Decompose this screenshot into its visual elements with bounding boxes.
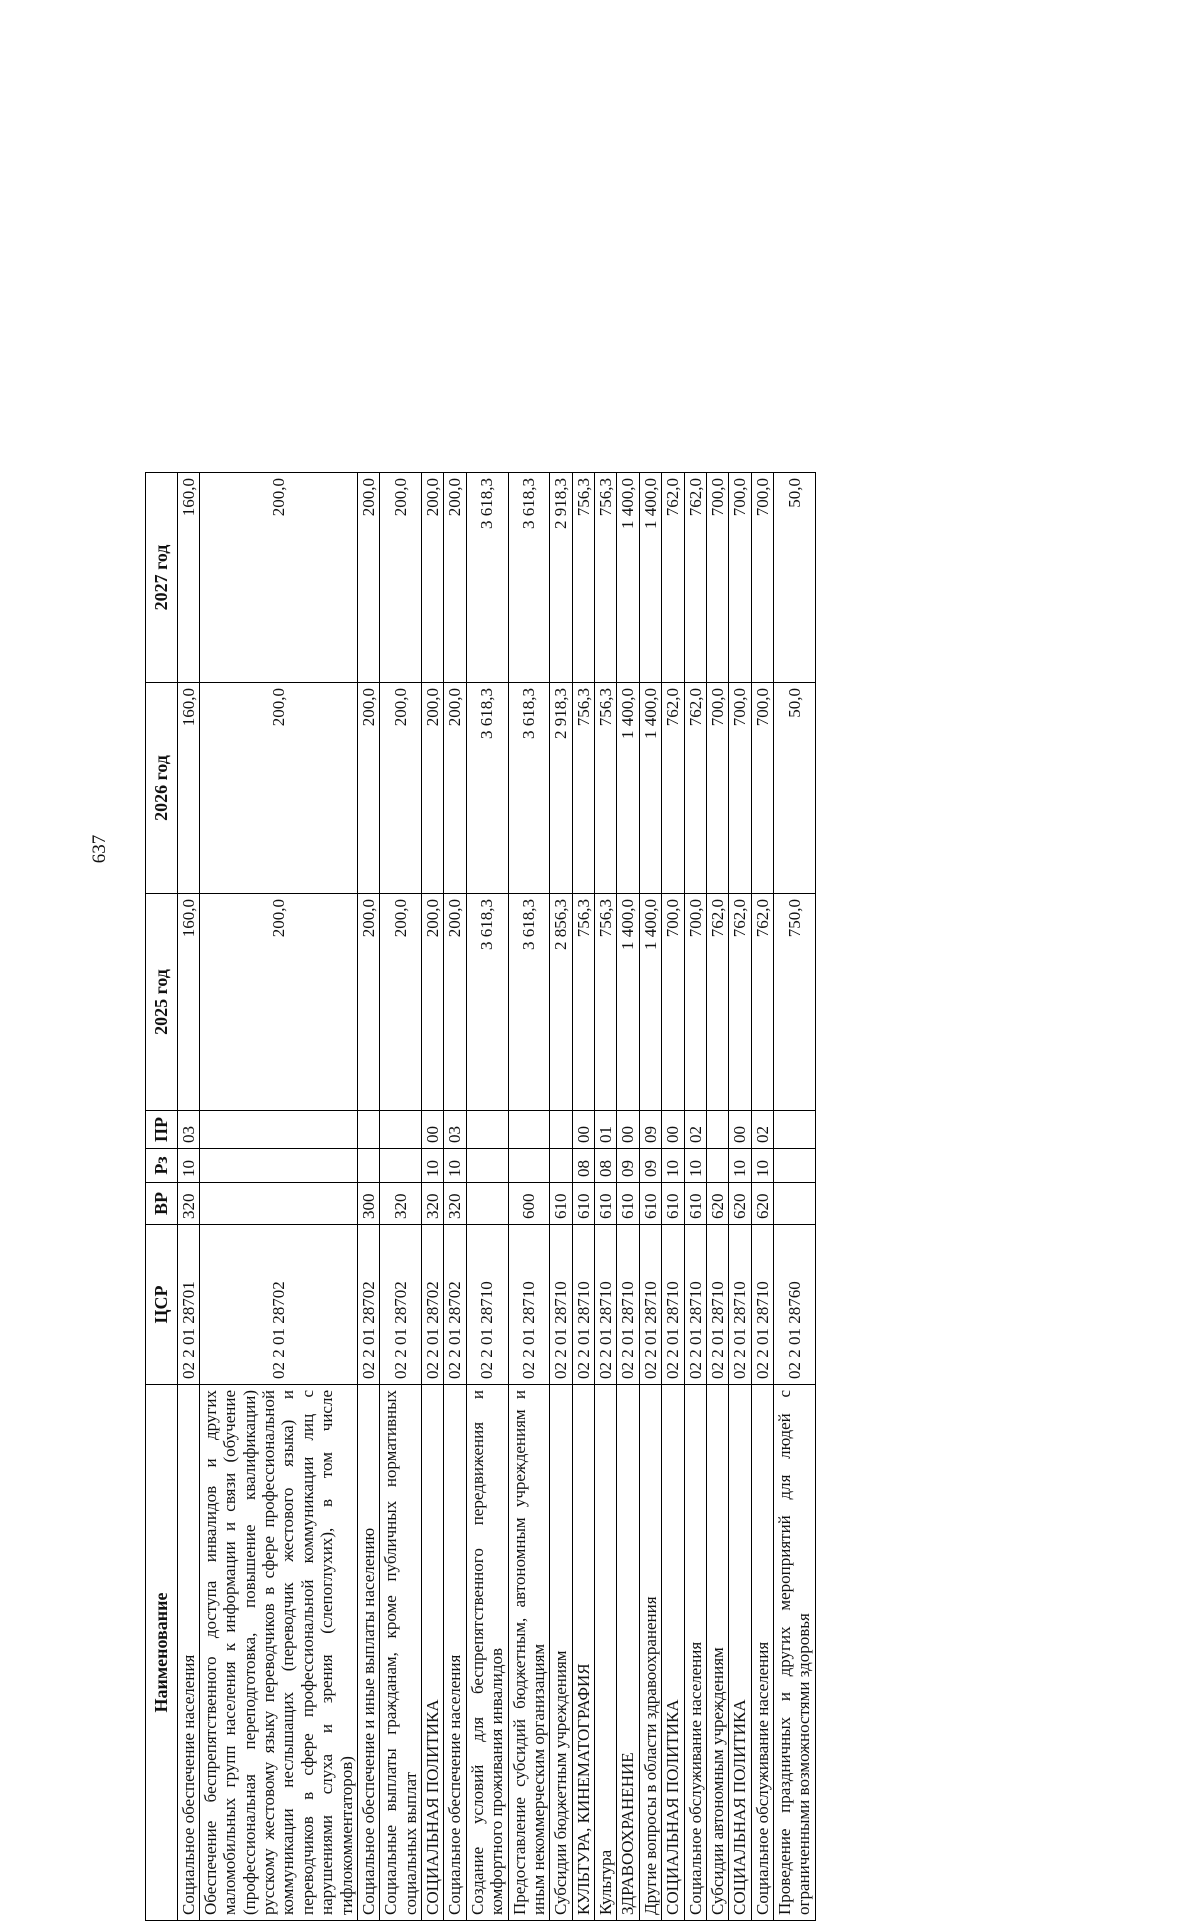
header-2027: 2027 год — [146, 473, 178, 683]
row-2027: 762,0 — [662, 473, 684, 683]
row-name: Социальные выплаты гражданам, кроме публичных нормативных социальных выплат — [380, 1385, 422, 1921]
row-2026: 200,0 — [380, 683, 422, 894]
header-2026: 2026 год — [146, 683, 178, 894]
row-vr: 610 — [572, 1183, 594, 1225]
row-2026: 2 918,3 — [550, 683, 572, 894]
row-pr: 00 — [729, 1111, 751, 1149]
row-csr: 02 2 01 28710 — [595, 1225, 617, 1385]
row-name: Социальное обеспечение населения — [177, 1385, 199, 1921]
row-2027: 200,0 — [422, 473, 444, 683]
row-csr: 02 2 01 28702 — [357, 1225, 379, 1385]
row-csr: 02 2 01 28710 — [639, 1225, 661, 1385]
row-2027: 200,0 — [380, 473, 422, 683]
row-pr — [199, 1111, 357, 1149]
row-2027: 700,0 — [706, 473, 728, 683]
table-row — [729, 473, 751, 1921]
row-pr — [357, 1111, 379, 1149]
row-2025: 1 400,0 — [617, 894, 639, 1111]
row-rz — [466, 1149, 508, 1183]
row-csr: 02 2 01 28710 — [617, 1225, 639, 1385]
table-row — [595, 473, 617, 1921]
row-pr: 00 — [422, 1111, 444, 1149]
row-name: Проведение праздничных и других мероприятий для людей с ограниченными возможностями здоровья — [774, 1385, 816, 1921]
row-name: Культура — [595, 1385, 617, 1921]
row-pr — [508, 1111, 550, 1149]
row-csr: 02 2 01 28710 — [729, 1225, 751, 1385]
row-pr: 00 — [572, 1111, 594, 1149]
row-pr — [706, 1111, 728, 1149]
row-2027: 756,3 — [595, 473, 617, 683]
row-csr: 02 2 01 28710 — [550, 1225, 572, 1385]
row-vr: 320 — [444, 1183, 466, 1225]
row-name: Создание условий для беспрепятственного передвижения и комфортного проживания инвалидов — [466, 1385, 508, 1921]
row-csr: 02 2 01 28710 — [572, 1225, 594, 1385]
row-2027: 1 400,0 — [617, 473, 639, 683]
row-2027: 200,0 — [357, 473, 379, 683]
row-2025: 200,0 — [380, 894, 422, 1111]
page-number: 637 — [89, 834, 110, 864]
row-2025: 3 618,3 — [466, 894, 508, 1111]
row-rz — [774, 1149, 816, 1183]
row-csr: 02 2 01 28710 — [508, 1225, 550, 1385]
table-row — [662, 473, 684, 1921]
row-csr: 02 2 01 28702 — [380, 1225, 422, 1385]
row-csr: 02 2 01 28702 — [199, 1225, 357, 1385]
table-row — [639, 473, 661, 1921]
row-rz — [706, 1149, 728, 1183]
row-csr: 02 2 01 28701 — [177, 1225, 199, 1385]
row-vr: 610 — [550, 1183, 572, 1225]
row-name: СОЦИАЛЬНАЯ ПОЛИТИКА — [662, 1385, 684, 1921]
row-vr: 600 — [508, 1183, 550, 1225]
row-2026: 200,0 — [444, 683, 466, 894]
row-2027: 200,0 — [444, 473, 466, 683]
row-csr: 02 2 01 28702 — [422, 1225, 444, 1385]
row-name: Обеспечение беспрепятственного доступа инвалидов и других маломобильных групп населения к информации и связи (обучение (профессиональная переподготовка, повышение квалификации) русскому жестовому языку переводчиков в сфере профессиональной коммуникации неслышащих (переводчик жестового языка) и переводчиков в сфере профессиональной коммуникации лиц с нарушениями слуха и зрения (слепоглухих), в том числе тифлокомментаторов) — [199, 1385, 357, 1921]
row-rz: 10 — [444, 1149, 466, 1183]
row-name: Субсидии бюджетным учреждениям — [550, 1385, 572, 1921]
row-pr — [550, 1111, 572, 1149]
row-2026: 160,0 — [177, 683, 199, 894]
row-pr — [380, 1111, 422, 1149]
row-2025: 200,0 — [444, 894, 466, 1111]
table-row — [684, 473, 706, 1921]
row-2025: 700,0 — [684, 894, 706, 1111]
table-row — [380, 473, 422, 1921]
row-2026: 200,0 — [422, 683, 444, 894]
row-vr — [199, 1183, 357, 1225]
row-2026: 700,0 — [706, 683, 728, 894]
row-name: ЗДРАВООХРАНЕНИЕ — [617, 1385, 639, 1921]
row-csr: 02 2 01 28710 — [684, 1225, 706, 1385]
row-2025: 200,0 — [199, 894, 357, 1111]
table-row — [706, 473, 728, 1921]
row-2026: 50,0 — [774, 683, 816, 894]
row-pr: 02 — [684, 1111, 706, 1149]
header-name: Наименование — [146, 1385, 178, 1921]
row-2026: 700,0 — [729, 683, 751, 894]
row-2027: 762,0 — [684, 473, 706, 683]
row-rz — [550, 1149, 572, 1183]
row-rz: 10 — [662, 1149, 684, 1183]
budget-table — [145, 472, 816, 1921]
row-2027: 700,0 — [751, 473, 773, 683]
table-row — [751, 473, 773, 1921]
row-csr: 02 2 01 28710 — [706, 1225, 728, 1385]
row-2025: 200,0 — [422, 894, 444, 1111]
row-2025: 160,0 — [177, 894, 199, 1111]
rotated-table-frame — [145, 473, 1065, 1921]
row-name: Социальное обслуживание населения — [684, 1385, 706, 1921]
row-vr — [774, 1183, 816, 1225]
row-rz: 10 — [422, 1149, 444, 1183]
row-2025: 756,3 — [595, 894, 617, 1111]
table-row — [357, 473, 379, 1921]
row-rz: 10 — [751, 1149, 773, 1183]
row-2025: 750,0 — [774, 894, 816, 1111]
row-name: СОЦИАЛЬНАЯ ПОЛИТИКА — [422, 1385, 444, 1921]
row-name: СОЦИАЛЬНАЯ ПОЛИТИКА — [729, 1385, 751, 1921]
header-vr: ВР — [146, 1183, 178, 1225]
row-rz: 10 — [729, 1149, 751, 1183]
row-2025: 700,0 — [662, 894, 684, 1111]
row-name: Другие вопросы в области здравоохранения — [639, 1385, 661, 1921]
table-row — [508, 473, 550, 1921]
row-csr: 02 2 01 28710 — [662, 1225, 684, 1385]
row-2026: 1 400,0 — [617, 683, 639, 894]
row-vr: 620 — [751, 1183, 773, 1225]
row-csr: 02 2 01 28702 — [444, 1225, 466, 1385]
row-2027: 700,0 — [729, 473, 751, 683]
row-pr: 03 — [177, 1111, 199, 1149]
row-pr: 09 — [639, 1111, 661, 1149]
row-vr: 300 — [357, 1183, 379, 1225]
row-vr: 610 — [684, 1183, 706, 1225]
row-2027: 3 618,3 — [466, 473, 508, 683]
row-pr: 00 — [617, 1111, 639, 1149]
row-2025: 200,0 — [357, 894, 379, 1111]
row-vr: 610 — [617, 1183, 639, 1225]
row-2027: 50,0 — [774, 473, 816, 683]
table-header-row — [146, 473, 178, 1921]
row-rz — [380, 1149, 422, 1183]
row-pr: 02 — [751, 1111, 773, 1149]
row-2026: 3 618,3 — [508, 683, 550, 894]
row-2027: 756,3 — [572, 473, 594, 683]
row-2027: 2 918,3 — [550, 473, 572, 683]
row-2027: 200,0 — [199, 473, 357, 683]
row-rz: 09 — [617, 1149, 639, 1183]
row-2025: 1 400,0 — [639, 894, 661, 1111]
row-2025: 762,0 — [751, 894, 773, 1111]
row-name: Социальное обеспечение населения — [444, 1385, 466, 1921]
row-2025: 3 618,3 — [508, 894, 550, 1111]
row-2027: 160,0 — [177, 473, 199, 683]
row-csr: 02 2 01 28710 — [466, 1225, 508, 1385]
row-name: Социальное обеспечение и иные выплаты населению — [357, 1385, 379, 1921]
row-pr: 00 — [662, 1111, 684, 1149]
row-vr: 320 — [422, 1183, 444, 1225]
table-row — [617, 473, 639, 1921]
row-2027: 1 400,0 — [639, 473, 661, 683]
row-pr: 03 — [444, 1111, 466, 1149]
row-vr: 320 — [177, 1183, 199, 1225]
row-2025: 2 856,3 — [550, 894, 572, 1111]
row-2025: 756,3 — [572, 894, 594, 1111]
row-vr — [466, 1183, 508, 1225]
row-2026: 762,0 — [662, 683, 684, 894]
row-rz — [199, 1149, 357, 1183]
row-pr — [466, 1111, 508, 1149]
row-2025: 762,0 — [729, 894, 751, 1111]
row-name: Предоставление субсидий бюджетным, автономным учреждениям и иным некоммерческим организациям — [508, 1385, 550, 1921]
row-rz — [357, 1149, 379, 1183]
header-2025: 2025 год — [146, 894, 178, 1111]
header-csr: ЦСР — [146, 1225, 178, 1385]
row-vr: 610 — [595, 1183, 617, 1225]
row-vr: 610 — [639, 1183, 661, 1225]
table-row — [177, 473, 199, 1921]
row-2026: 3 618,3 — [466, 683, 508, 894]
row-name: КУЛЬТУРА, КИНЕМАТОГРАФИЯ — [572, 1385, 594, 1921]
table-row — [774, 473, 816, 1921]
row-rz: 08 — [572, 1149, 594, 1183]
row-csr: 02 2 01 28760 — [774, 1225, 816, 1385]
row-pr — [774, 1111, 816, 1149]
table-row — [199, 473, 357, 1921]
row-pr: 01 — [595, 1111, 617, 1149]
row-rz — [508, 1149, 550, 1183]
row-2025: 762,0 — [706, 894, 728, 1111]
header-rz: Рз — [146, 1149, 178, 1183]
row-2026: 756,3 — [572, 683, 594, 894]
header-pr: ПР — [146, 1111, 178, 1149]
row-vr: 620 — [706, 1183, 728, 1225]
table-row — [466, 473, 508, 1921]
row-2026: 762,0 — [684, 683, 706, 894]
row-csr: 02 2 01 28710 — [751, 1225, 773, 1385]
table-row — [444, 473, 466, 1921]
row-name: Социальное обслуживание населения — [751, 1385, 773, 1921]
row-2026: 1 400,0 — [639, 683, 661, 894]
table-row — [572, 473, 594, 1921]
row-2026: 700,0 — [751, 683, 773, 894]
row-name: Субсидии автономным учреждениям — [706, 1385, 728, 1921]
row-2026: 200,0 — [199, 683, 357, 894]
row-2026: 756,3 — [595, 683, 617, 894]
table-row — [422, 473, 444, 1921]
row-rz: 09 — [639, 1149, 661, 1183]
row-rz: 08 — [595, 1149, 617, 1183]
table-row — [550, 473, 572, 1921]
row-rz: 10 — [684, 1149, 706, 1183]
row-vr: 610 — [662, 1183, 684, 1225]
row-vr: 320 — [380, 1183, 422, 1225]
row-rz: 10 — [177, 1149, 199, 1183]
row-2027: 3 618,3 — [508, 473, 550, 683]
row-vr: 620 — [729, 1183, 751, 1225]
row-2026: 200,0 — [357, 683, 379, 894]
